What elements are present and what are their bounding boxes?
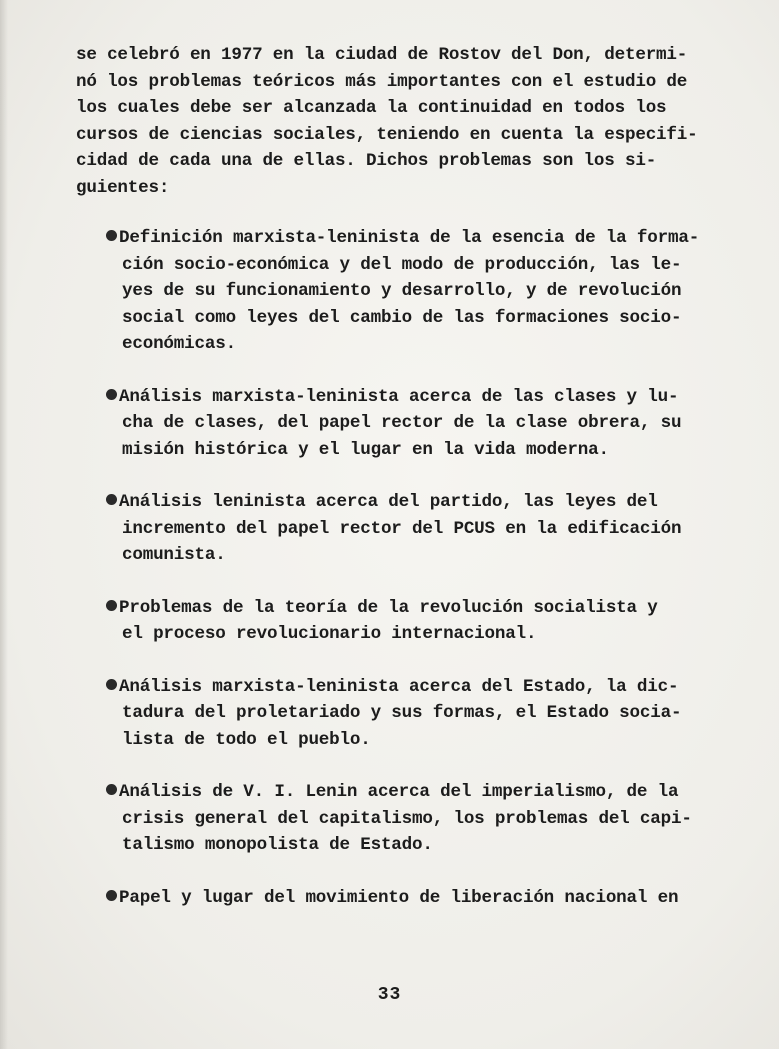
intro-line: guientes: — [76, 177, 170, 198]
list-item — [106, 225, 736, 358]
list-item-line: Definición marxista-leninista de la esencia de la forma- — [119, 228, 700, 248]
bullet-icon — [106, 890, 117, 901]
list-item — [106, 779, 736, 859]
body-text — [76, 42, 736, 937]
list-item-line: Análisis de V. I. Lenin acerca del imperialismo, de la — [119, 782, 679, 802]
list-item — [106, 674, 736, 754]
list-item-line: Problemas de la teoría de la revolución socialista y — [119, 597, 658, 618]
problem-list — [106, 225, 736, 911]
list-item-line: ción socio-económica y del modo de producción, las le- — [122, 254, 682, 275]
intro-paragraph — [76, 42, 736, 201]
list-item-line: social como leyes del cambio de las formaciones socio- — [122, 307, 682, 328]
bullet-icon — [106, 230, 117, 241]
list-item-line: lista de todo el pueblo. — [122, 729, 371, 750]
list-item — [106, 489, 736, 569]
list-item — [106, 384, 736, 464]
bullet-icon — [106, 600, 117, 611]
list-item-line: Papel y lugar del movimiento de liberación nacional en — [119, 887, 679, 908]
list-item-line: incremento del papel rector del PCUS en la edificación — [122, 518, 682, 539]
list-item — [106, 595, 736, 648]
page-number: 33 — [377, 985, 402, 1005]
intro-line: cursos de ciencias sociales, teniendo en cuenta la especifi- — [76, 124, 698, 145]
bullet-icon — [106, 389, 117, 400]
list-item-line: Análisis marxista-leninista acerca del Estado, la dic- — [119, 676, 679, 697]
list-item-line: Análisis leninista acerca del partido, las leyes del — [119, 492, 658, 512]
intro-line: los cuales debe ser alcanzada la continuidad en todos los — [76, 98, 667, 118]
list-item-line: cha de clases, del papel rector de la clase obrera, su — [122, 413, 682, 433]
intro-line: nó los problemas teóricos más importantes con el estudio de — [76, 71, 688, 92]
bullet-icon — [106, 784, 117, 795]
list-item-line: el proceso revolucionario internacional. — [122, 624, 537, 644]
list-item-line: yes de su funcionamiento y desarrollo, y de revolución — [122, 281, 682, 301]
intro-line: cidad de cada una de ellas. Dichos problemas son los si- — [76, 151, 657, 171]
bullet-icon — [106, 494, 117, 505]
list-item-line: tadura del proletariado y sus formas, el Estado socia- — [122, 703, 682, 723]
list-item-line: Análisis marxista-leninista acerca de las clases y lu- — [119, 386, 679, 407]
intro-line: se celebró en 1977 en la ciudad de Rostov del Don, determi- — [76, 45, 688, 65]
list-item-line: crisis general del capitalismo, los problemas del capi- — [122, 808, 692, 829]
list-item-line: misión histórica y el lugar en la vida moderna. — [122, 439, 609, 460]
list-item — [106, 885, 736, 912]
list-item-line: económicas. — [122, 334, 236, 354]
list-item-line: talismo monopolista de Estado. — [122, 835, 433, 855]
list-item-line: comunista. — [122, 545, 226, 565]
scan-edge-shadow — [0, 0, 8, 1049]
bullet-icon — [106, 679, 117, 690]
